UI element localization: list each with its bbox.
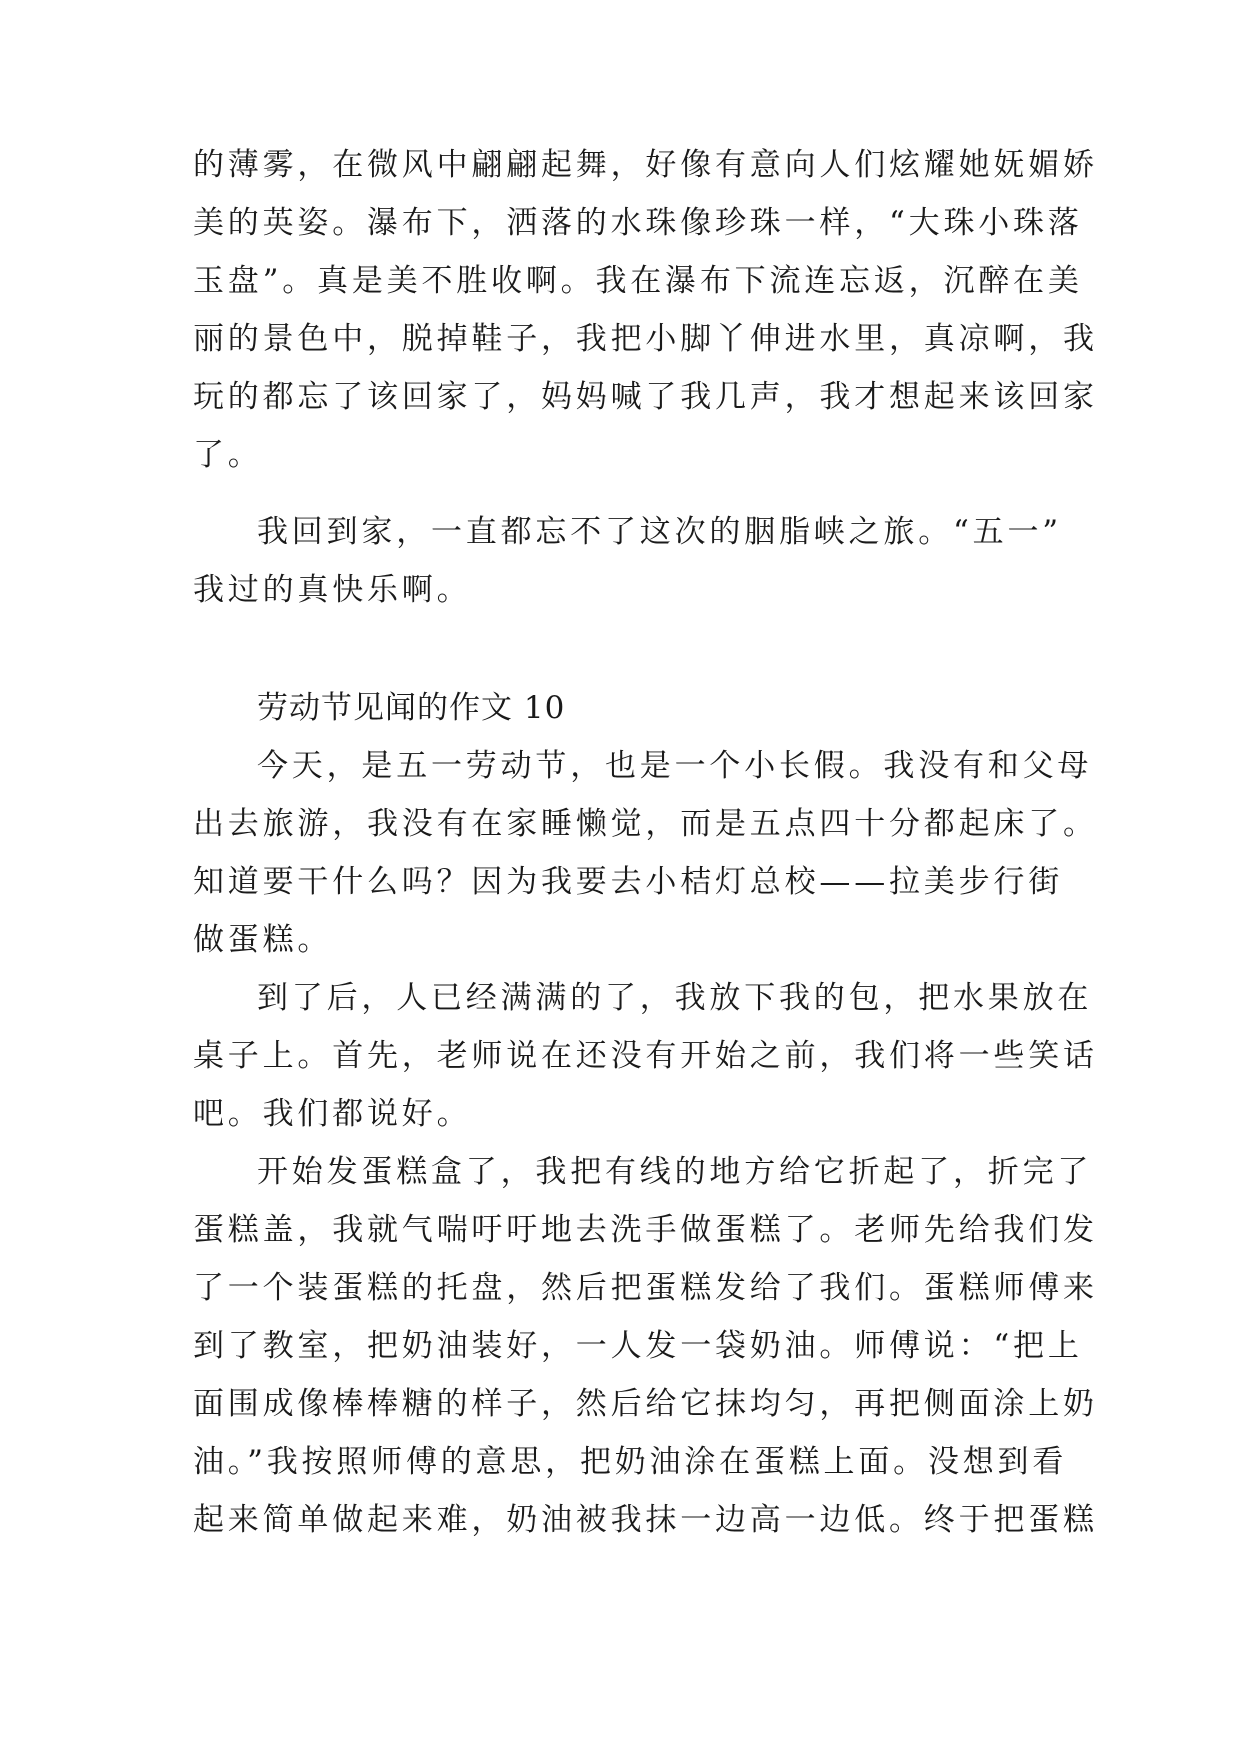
text-line: 出去旅游，我没有在家睡懒觉，而是五点四十分都起床了。 [193,806,1098,842]
text-line: 蛋糕盖，我就气喘吁吁地去洗手做蛋糕了。老师先给我们发 [193,1212,1098,1248]
text-line: 到了后，人已经满满的了，我放下我的包，把水果放在 [257,980,1093,1016]
text-line: 今天，是五一劳动节，也是一个小长假。我没有和父母 [257,748,1093,784]
text-line: 玩的都忘了该回家了，妈妈喊了我几声，我才想起来该回家 [193,379,1098,415]
text-line: 知道要干什么吗？因为我要去小桔灯总校——拉美步行街 [193,864,1063,900]
text-line: 了。 [193,437,263,473]
text-line: 做蛋糕。 [193,922,333,958]
text-line: 起来简单做起来难，奶油被我抹一边高一边低。终于把蛋糕 [193,1502,1098,1538]
text-line: 桌子上。首先，老师说在还没有开始之前，我们将一些笑话 [193,1038,1098,1074]
text-line: 油。”我按照师傅的意思，把奶油涂在蛋糕上面。没想到看 [193,1444,1068,1480]
text-line: 的薄雾，在微风中翩翩起舞，好像有意向人们炫耀她妩媚娇 [193,147,1098,183]
text-line: 美的英姿。瀑布下，洒落的水珠像珍珠一样，“大珠小珠落 [193,205,1083,241]
text-line: 开始发蛋糕盒了，我把有线的地方给它折起了，折完了 [257,1154,1093,1190]
text-line: 面围成像棒棒糖的样子，然后给它抹均匀，再把侧面涂上奶 [193,1386,1098,1422]
text-line: 丽的景色中，脱掉鞋子，我把小脚丫伸进水里，真凉啊，我 [193,321,1098,357]
section-heading: 劳动节见闻的作文 10 [257,690,566,726]
text-line: 吧。我们都说好。 [193,1096,472,1132]
text-line: 我过的真快乐啊。 [193,572,472,608]
text-line: 我回到家，一直都忘不了这次的胭脂峡之旅。“五一” [257,514,1062,550]
text-line: 到了教室，把奶油装好，一人发一袋奶油。师傅说：“把上 [193,1328,1083,1364]
text-line: 玉盘”。真是美不胜收啊。我在瀑布下流连忘返，沉醉在美 [193,263,1083,299]
text-line: 了一个装蛋糕的托盘，然后把蛋糕发给了我们。蛋糕师傅来 [193,1270,1098,1306]
